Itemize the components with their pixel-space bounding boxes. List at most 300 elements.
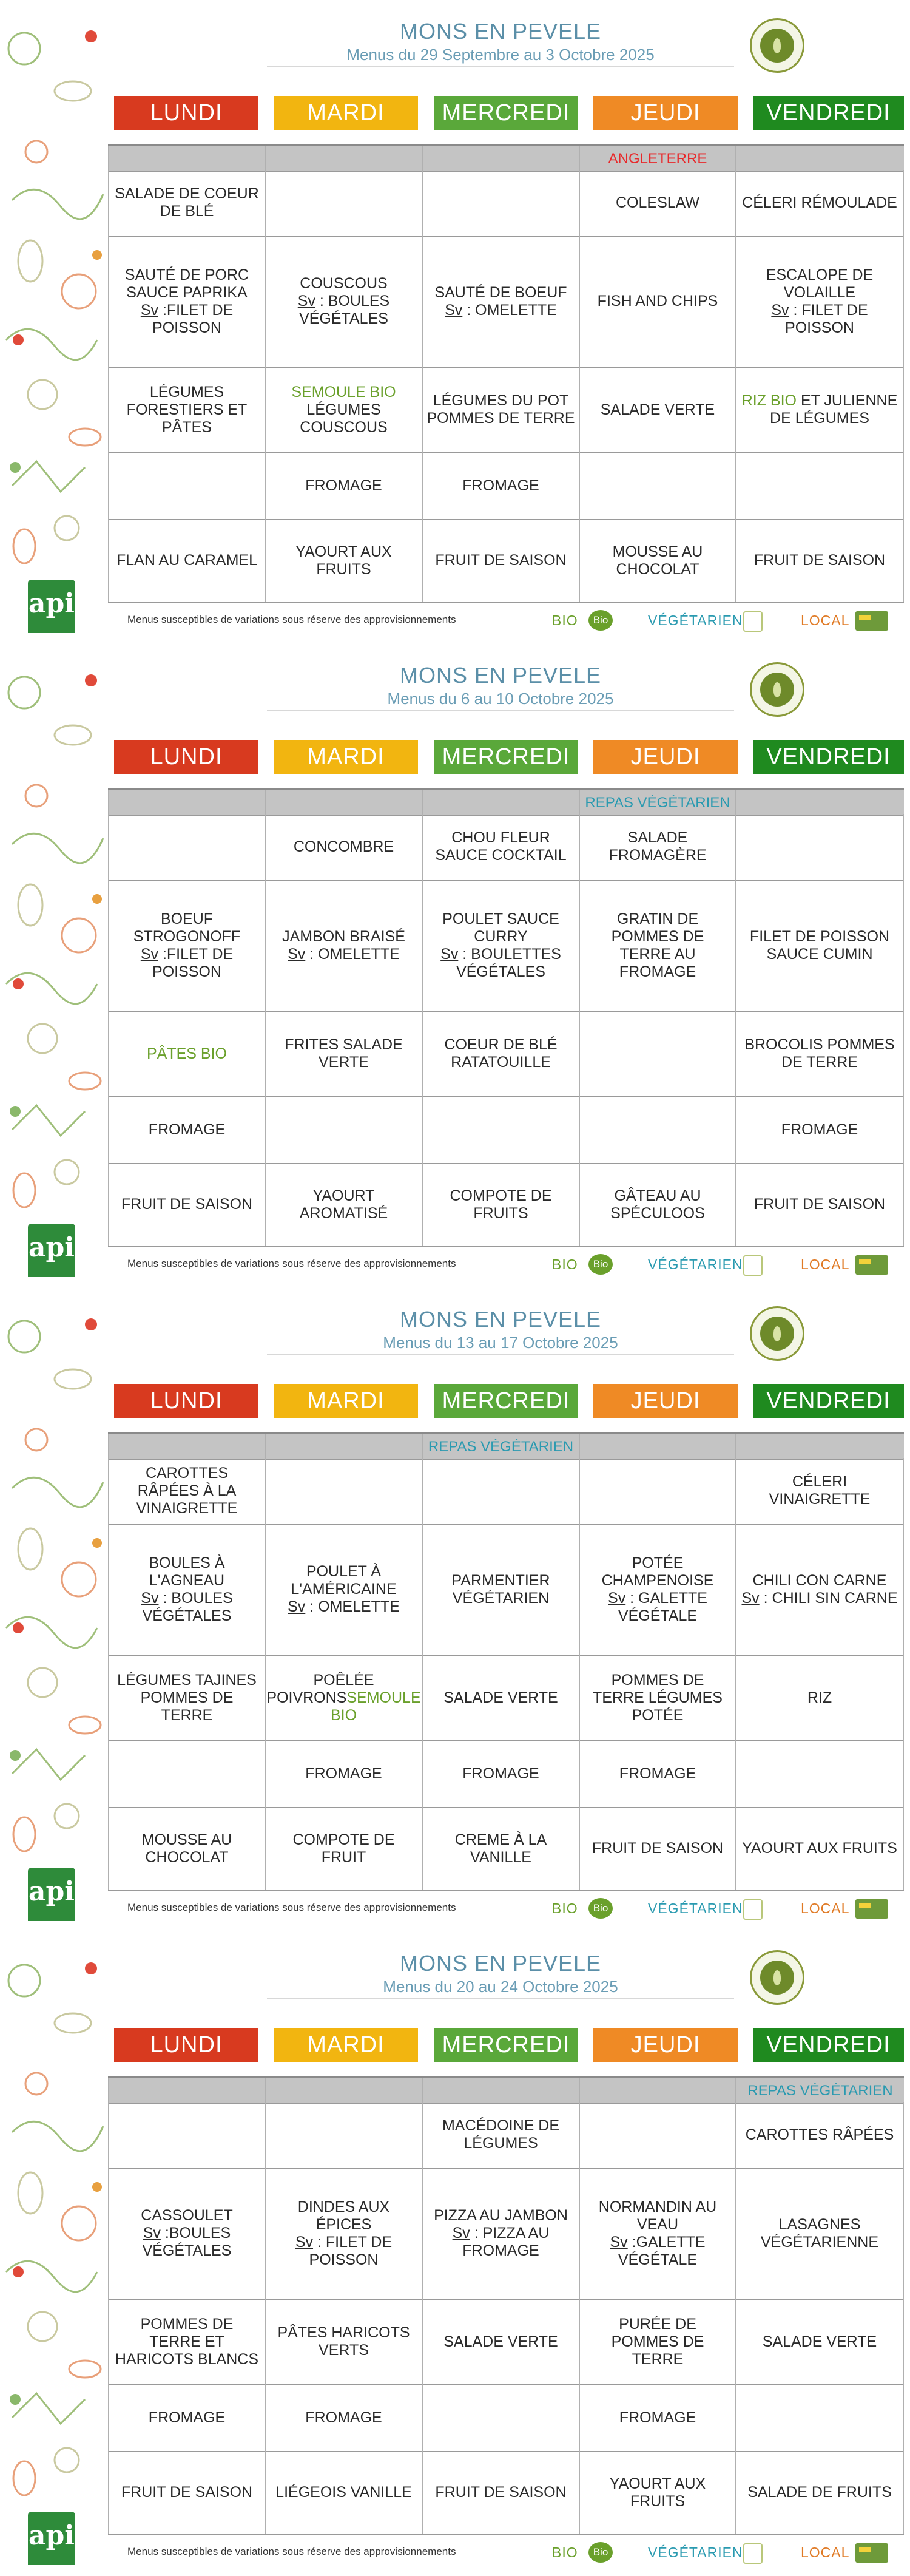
legend-bio: BIO — [552, 2544, 578, 2560]
menu-cell — [108, 2168, 265, 2299]
menu-cell — [265, 367, 422, 452]
menu-cell — [108, 1740, 265, 1807]
starter-row — [108, 1458, 904, 1525]
dish-line: RIZ BIO ET JULIENNE DE LÉGUMES — [741, 392, 898, 427]
availability-note: Menus susceptibles de variations sous réserve des approvisionnements — [127, 1258, 456, 1269]
title-divider — [267, 66, 734, 67]
seal-inner — [760, 673, 794, 707]
dish-text — [616, 194, 699, 212]
substitute-label: Sv — [288, 945, 306, 963]
title-block — [267, 1306, 734, 1352]
dish-line: FLAN AU CARAMEL — [116, 552, 257, 569]
dish-line: LASAGNES VÉGÉTARIENNE — [760, 2215, 879, 2251]
dish-line: FROMAGE — [781, 1120, 858, 1138]
title-block — [267, 662, 734, 708]
dish-line: POTÉE CHAMPENOISE — [601, 1554, 714, 1589]
dish-line: BROCOLIS POMMES DE TERRE — [744, 1036, 895, 1071]
dish-text — [619, 1765, 696, 1783]
api-logo: api — [28, 2512, 75, 2565]
menu-cell — [579, 1524, 735, 1655]
substitute-label: Sv — [143, 2225, 161, 2242]
dish-text — [443, 2333, 558, 2351]
dish-line: Sv : OMELETTE — [288, 945, 400, 963]
header-cell — [265, 790, 422, 815]
dish-line: CAROTTES RÂPÉES — [745, 2126, 894, 2143]
availability-note: Menus susceptibles de variations sous réserve des approvisionnements — [127, 1902, 456, 1913]
title-divider — [267, 710, 734, 711]
menu-cell — [579, 236, 735, 367]
dish-line: POULET SAUCE CURRY — [442, 910, 559, 945]
dish-text — [121, 2484, 252, 2501]
bio-badge-icon: Bio — [588, 1898, 613, 1919]
menu-cell — [422, 2102, 579, 2168]
menu-week — [0, 0, 910, 644]
dish-text — [426, 2207, 575, 2260]
dish-line: FRUIT DE SAISON — [592, 1840, 724, 1857]
dish-text — [275, 2484, 412, 2501]
dish-line: PURÉE DE POMMES DE TERRE — [611, 2315, 704, 2368]
starter-row — [108, 814, 904, 881]
day-label-lundi: LUNDI — [114, 96, 258, 130]
menu-cell — [422, 1163, 579, 1246]
api-logo: api — [28, 1868, 75, 1921]
substitute-label: Sv — [771, 301, 789, 319]
menu-cell — [735, 367, 904, 452]
day-label-jeudi: JEUDI — [593, 2028, 738, 2062]
dish-line: COUSCOUS — [300, 275, 388, 292]
menu-cell — [108, 814, 265, 880]
vegetarian-badge-icon — [743, 2543, 763, 2564]
dish-line: ESCALOPE DE VOLAILLE — [766, 266, 874, 301]
menu-cell — [265, 1163, 422, 1246]
dish-line: FRUIT DE SAISON — [753, 1196, 886, 1213]
side-dish-row — [108, 1011, 904, 1097]
day-label-jeudi: JEUDI — [593, 1384, 738, 1418]
dish-text — [584, 1187, 732, 1222]
local-badge-icon — [855, 611, 888, 631]
dish-line: SALADE DE FRUITS — [747, 2484, 892, 2501]
menu-cell — [422, 2299, 579, 2384]
menu-cell — [422, 367, 579, 452]
menu-cell — [579, 1163, 735, 1246]
menu-cell — [422, 2168, 579, 2299]
dish-line: FROMAGE — [148, 2408, 226, 2426]
dish-text — [305, 477, 382, 495]
menu-cell — [108, 1011, 265, 1096]
dish-line: COLESLAW — [615, 194, 699, 211]
menu-cell — [265, 170, 422, 236]
menu-cell — [579, 1655, 735, 1740]
dish-text — [282, 928, 405, 963]
header-cell — [735, 1434, 904, 1459]
dish-text — [426, 1036, 575, 1071]
dish-line: COEUR DE BLÉ RATATOUILLE — [444, 1036, 558, 1071]
menu-cell — [735, 1096, 904, 1163]
page-title: MONS EN PEVELE — [399, 1307, 602, 1332]
theme-header-row — [108, 1432, 904, 1460]
menu-cell — [422, 519, 579, 602]
seal-mark — [774, 682, 781, 697]
vegetable-doodles-pattern — [0, 644, 109, 1288]
dish-text — [269, 384, 418, 436]
dish-text — [740, 266, 899, 337]
dish-text — [584, 543, 732, 578]
menu-cell — [265, 1011, 422, 1096]
day-label-mercredi: MERCREDI — [434, 1384, 578, 1418]
dish-line: JAMBON BRAISÉ — [282, 927, 405, 945]
menu-cell — [422, 1096, 579, 1163]
dish-line: POMMES DE TERRE ET HARICOTS BLANCS — [115, 2315, 259, 2368]
header-cell: REPAS VÉGÉTARIEN — [735, 2078, 904, 2103]
menu-cell — [108, 1524, 265, 1655]
menu-cell — [108, 452, 265, 519]
dish-line: CÉLERI VINAIGRETTE — [769, 1473, 871, 1508]
menu-cell — [735, 2384, 904, 2451]
quality-seal-icon — [750, 662, 804, 717]
header-cell — [422, 146, 579, 171]
menu-cell — [108, 2384, 265, 2451]
dish-text — [113, 2316, 261, 2368]
api-logo: api — [28, 580, 75, 633]
dish-line: CHOU FLEUR SAUCE COCKTAIL — [435, 829, 567, 864]
dish-line: FROMAGE — [462, 476, 539, 494]
dish-text — [269, 543, 418, 578]
dish-text — [740, 928, 899, 963]
dish-line: YAOURT AUX FRUITS — [295, 543, 392, 578]
substitute-label: Sv — [297, 293, 315, 310]
header-cell: REPAS VÉGÉTARIEN — [579, 790, 735, 815]
day-label-mercredi: MERCREDI — [434, 740, 578, 774]
dish-text — [592, 1840, 723, 1857]
dish-line: NORMANDIN AU VEAU — [598, 2198, 717, 2233]
menu-cell — [422, 1011, 579, 1096]
header-cell — [735, 790, 904, 815]
menu-cell — [108, 880, 265, 1011]
day-label-vendredi: VENDREDI — [753, 740, 904, 774]
legend-vegetarian: VÉGÉTARIEN — [648, 612, 743, 628]
dish-text — [584, 910, 732, 981]
theme-header-row — [108, 144, 904, 172]
menu-cell — [265, 1096, 422, 1163]
header-cell — [265, 146, 422, 171]
dish-line — [147, 1045, 227, 1063]
dish-line: FRUIT DE SAISON — [121, 1196, 253, 1213]
menu-cell — [579, 170, 735, 236]
dish-text — [269, 1563, 418, 1616]
day-label-mardi: MARDI — [274, 96, 418, 130]
vegetarian-badge-icon — [743, 1899, 763, 1920]
bio-badge-icon: Bio — [588, 2542, 613, 2563]
vegetable-doodles-pattern — [0, 1932, 109, 2576]
dish-line: FROMAGE — [305, 1764, 382, 1782]
header-cell: ANGLETERRE — [579, 146, 735, 171]
menu-cell — [108, 367, 265, 452]
day-label-vendredi: VENDREDI — [753, 96, 904, 130]
header-cell — [108, 790, 265, 815]
dish-line: SALADE VERTE — [443, 1689, 558, 1706]
legend-vegetarian: VÉGÉTARIEN — [648, 2544, 743, 2560]
dish-text — [807, 1689, 832, 1707]
dish-line: SEMOULE BIO LÉGUMES COUSCOUS — [291, 383, 396, 436]
day-label-mercredi: MERCREDI — [434, 96, 578, 130]
dish-line: Sv : OMELETTE — [288, 1598, 400, 1615]
day-label-vendredi: VENDREDI — [753, 1384, 904, 1418]
dish-line: CASSOULET — [141, 2207, 233, 2224]
decorative-sidebar — [0, 644, 109, 1288]
substitute-label: Sv — [452, 2225, 470, 2242]
dish-text — [426, 829, 575, 864]
dish-text — [462, 477, 539, 495]
dish-text — [426, 1831, 575, 1866]
menu-cell — [735, 1163, 904, 1246]
menu-cell — [735, 452, 904, 519]
dish-line: SALADE VERTE — [762, 2333, 877, 2350]
bio-highlight: RIZ BIO — [741, 392, 797, 409]
menu-cell — [422, 170, 579, 236]
menu-cell — [422, 1740, 579, 1807]
dish-line: SAUTÉ DE BOEUF — [434, 283, 567, 301]
dish-text — [435, 2484, 566, 2501]
dish-line: FROMAGE — [305, 2408, 382, 2426]
cheese-row — [108, 452, 904, 520]
dish-text — [462, 1765, 539, 1783]
quality-seal-icon — [750, 1306, 804, 1361]
quality-seal-icon — [750, 1950, 804, 2005]
dish-line: MOUSSE AU CHOCOLAT — [612, 543, 703, 578]
menu-cell — [735, 1458, 904, 1524]
dessert-row — [108, 2451, 904, 2535]
dish-text — [742, 194, 897, 212]
menu-cell — [579, 367, 735, 452]
dish-text — [584, 829, 732, 864]
dish-line: Sv : CHILI SIN CARNE — [741, 1589, 898, 1607]
dish-text — [149, 2409, 225, 2427]
legend-local: LOCAL — [801, 612, 850, 628]
header-cell — [265, 2078, 422, 2103]
title-divider — [267, 1354, 734, 1355]
cheese-row — [108, 2384, 904, 2452]
day-label-mardi: MARDI — [274, 740, 418, 774]
decorative-sidebar — [0, 1932, 109, 2576]
menu-cell — [579, 1458, 735, 1524]
day-label-jeudi: JEUDI — [593, 96, 738, 130]
dish-text — [584, 2198, 732, 2269]
menu-cell — [422, 2451, 579, 2534]
menu-cell — [579, 2102, 735, 2168]
header-cell — [265, 1434, 422, 1459]
dish-text — [426, 1187, 575, 1222]
day-label-lundi: LUNDI — [114, 1384, 258, 1418]
dish-line: Sv : FILET DE POISSON — [771, 301, 868, 336]
menu-cell — [579, 519, 735, 602]
dish-text — [747, 2484, 892, 2501]
menu-cell — [108, 2299, 265, 2384]
legend-vegetarian: VÉGÉTARIEN — [648, 1256, 743, 1272]
dish-text — [740, 392, 899, 427]
menu-cell — [108, 2451, 265, 2534]
dish-text — [742, 1840, 897, 1857]
dish-text — [435, 552, 566, 569]
day-label-mardi: MARDI — [274, 2028, 418, 2062]
dish-line: COMPOTE DE FRUIT — [292, 1831, 395, 1866]
dish-line: CONCOMBRE — [293, 838, 394, 855]
dish-line: FISH AND CHIPS — [597, 293, 718, 310]
menu-cell — [735, 880, 904, 1011]
dish-line: RIZ — [807, 1689, 832, 1706]
dish-line: FROMAGE — [305, 476, 382, 494]
dish-line: SALADE DE COEUR DE BLÉ — [115, 185, 259, 220]
menu-cell — [422, 1524, 579, 1655]
dish-text — [426, 1572, 575, 1607]
menu-cell — [735, 236, 904, 367]
substitute-label: Sv — [288, 1598, 306, 1615]
legend-footer — [127, 1898, 904, 1922]
menu-cell — [108, 2102, 265, 2168]
decorative-sidebar — [0, 1288, 109, 1932]
menu-cell — [108, 1096, 265, 1163]
legend-footer — [127, 1254, 904, 1278]
dish-line: CREME À LA VANILLE — [454, 1831, 547, 1866]
dish-line: POULET À L'AMÉRICAINE — [291, 1563, 397, 1598]
legend-vegetarian: VÉGÉTARIEN — [648, 1900, 743, 1916]
substitute-label: Sv — [608, 1589, 626, 1607]
dish-line: Sv : FILET DE POISSON — [295, 2233, 393, 2268]
dish-text — [149, 1121, 225, 1139]
starter-row — [108, 2102, 904, 2169]
menu-cell — [265, 2299, 422, 2384]
dish-text — [746, 2126, 894, 2144]
header-cell — [108, 1434, 265, 1459]
day-label-lundi: LUNDI — [114, 740, 258, 774]
header-cell — [422, 2078, 579, 2103]
vegetarian-badge-icon — [743, 1255, 763, 1276]
menu-cell — [265, 880, 422, 1011]
side-dish-row — [108, 2299, 904, 2385]
legend-footer — [127, 2542, 904, 2566]
menu-cell — [735, 1524, 904, 1655]
dish-text — [601, 401, 715, 419]
menu-cell — [422, 236, 579, 367]
bio-highlight: SEMOULE BIO — [291, 383, 396, 401]
dish-text — [116, 552, 257, 569]
menu-cell — [108, 1807, 265, 1890]
dish-line: Sv :FILET DE POISSON — [140, 945, 234, 980]
page-title: MONS EN PEVELE — [399, 19, 602, 44]
menu-cell — [422, 1655, 579, 1740]
dish-line: PÂTES HARICOTS VERTS — [277, 2324, 410, 2359]
substitute-label: Sv — [741, 1589, 760, 1607]
dish-line: BOEUF STROGONOFF — [133, 910, 241, 945]
header-cell — [579, 2078, 735, 2103]
menu-cell — [108, 236, 265, 367]
dish-line: Sv :GALETTE VÉGÉTALE — [610, 2233, 706, 2268]
menu-cell — [735, 1011, 904, 1096]
dish-text — [147, 1045, 227, 1063]
menu-cell — [735, 2102, 904, 2168]
dish-line: YAOURT AUX FRUITS — [742, 1840, 897, 1857]
bio-highlight: PÂTES BIO — [147, 1045, 227, 1062]
dish-line: LÉGUMES DU POT POMMES DE TERRE — [426, 392, 575, 427]
dish-text — [754, 1196, 885, 1213]
substitute-label: Sv — [141, 1589, 159, 1607]
dish-text — [584, 2316, 732, 2368]
menu-cell — [735, 1807, 904, 1890]
header-cell — [579, 1434, 735, 1459]
menu-cell — [108, 519, 265, 602]
dish-line: DINDES AUX ÉPICES — [297, 2198, 390, 2233]
dish-line: BOULES À L'AGNEAU — [149, 1554, 225, 1589]
dish-line: Sv : BOULES VÉGÉTALES — [297, 293, 390, 327]
decorative-sidebar — [0, 0, 109, 644]
menu-cell — [265, 2102, 422, 2168]
dish-text — [266, 1672, 420, 1724]
dish-text — [619, 2409, 696, 2427]
weekday-bar — [114, 2028, 904, 2063]
dish-text — [598, 293, 718, 310]
menu-cell — [735, 2451, 904, 2534]
dish-line: GÂTEAU AU SPÉCULOOS — [610, 1187, 705, 1222]
main-course-row — [108, 2168, 904, 2300]
dish-line: FILET DE POISSON SAUCE CUMIN — [749, 927, 890, 963]
substitute-label: Sv — [140, 945, 158, 963]
menu-cell — [265, 236, 422, 367]
menu-cell — [265, 2384, 422, 2451]
menu-cell — [735, 814, 904, 880]
dessert-row — [108, 1807, 904, 1891]
substitute-label: Sv — [610, 2233, 628, 2251]
dish-line: PIZZA AU JAMBON — [434, 2207, 568, 2224]
dish-line: CAROTTES RÂPÉES À LA VINAIGRETTE — [136, 1464, 238, 1517]
header-cell — [108, 2078, 265, 2103]
menu-cell — [108, 1458, 265, 1524]
vegetable-doodles-pattern — [0, 1288, 109, 1932]
menu-cell — [422, 880, 579, 1011]
seal-mark — [774, 1970, 781, 1985]
legend-local: LOCAL — [801, 1256, 850, 1272]
dish-text — [443, 1689, 558, 1707]
menu-cell — [265, 452, 422, 519]
availability-note: Menus susceptibles de variations sous réserve des approvisionnements — [127, 614, 456, 625]
substitute-label: Sv — [140, 301, 158, 319]
menu-cell — [579, 2451, 735, 2534]
menu-cell — [108, 1163, 265, 1246]
menu-cell — [579, 1096, 735, 1163]
dish-text — [269, 275, 418, 328]
dish-line: SALADE FROMAGÈRE — [608, 829, 707, 864]
dish-line: FROMAGE — [619, 1764, 696, 1782]
dish-text — [754, 552, 885, 569]
dish-line: FRUIT DE SAISON — [753, 552, 886, 569]
menu-week — [0, 1932, 910, 2576]
title-block — [267, 18, 734, 64]
menu-cell — [579, 1740, 735, 1807]
local-badge-icon — [855, 1255, 888, 1275]
menu-cell — [108, 170, 265, 236]
main-course-row — [108, 236, 904, 368]
legend-local: LOCAL — [801, 2544, 850, 2560]
menu-cell — [265, 2451, 422, 2534]
menu-cell — [265, 1655, 422, 1740]
menu-cell — [735, 170, 904, 236]
dish-line: LIÉGEOIS VANILLE — [275, 2484, 412, 2501]
dish-line: Sv :FILET DE POISSON — [140, 301, 234, 336]
dish-line: Sv :BOULES VÉGÉTALES — [142, 2225, 232, 2259]
quality-seal-icon — [750, 18, 804, 73]
weekday-bar — [114, 740, 904, 775]
menu-cell — [265, 1740, 422, 1807]
dish-line: Sv : BOULETTES VÉGÉTALES — [440, 945, 561, 980]
menu-cell — [265, 519, 422, 602]
